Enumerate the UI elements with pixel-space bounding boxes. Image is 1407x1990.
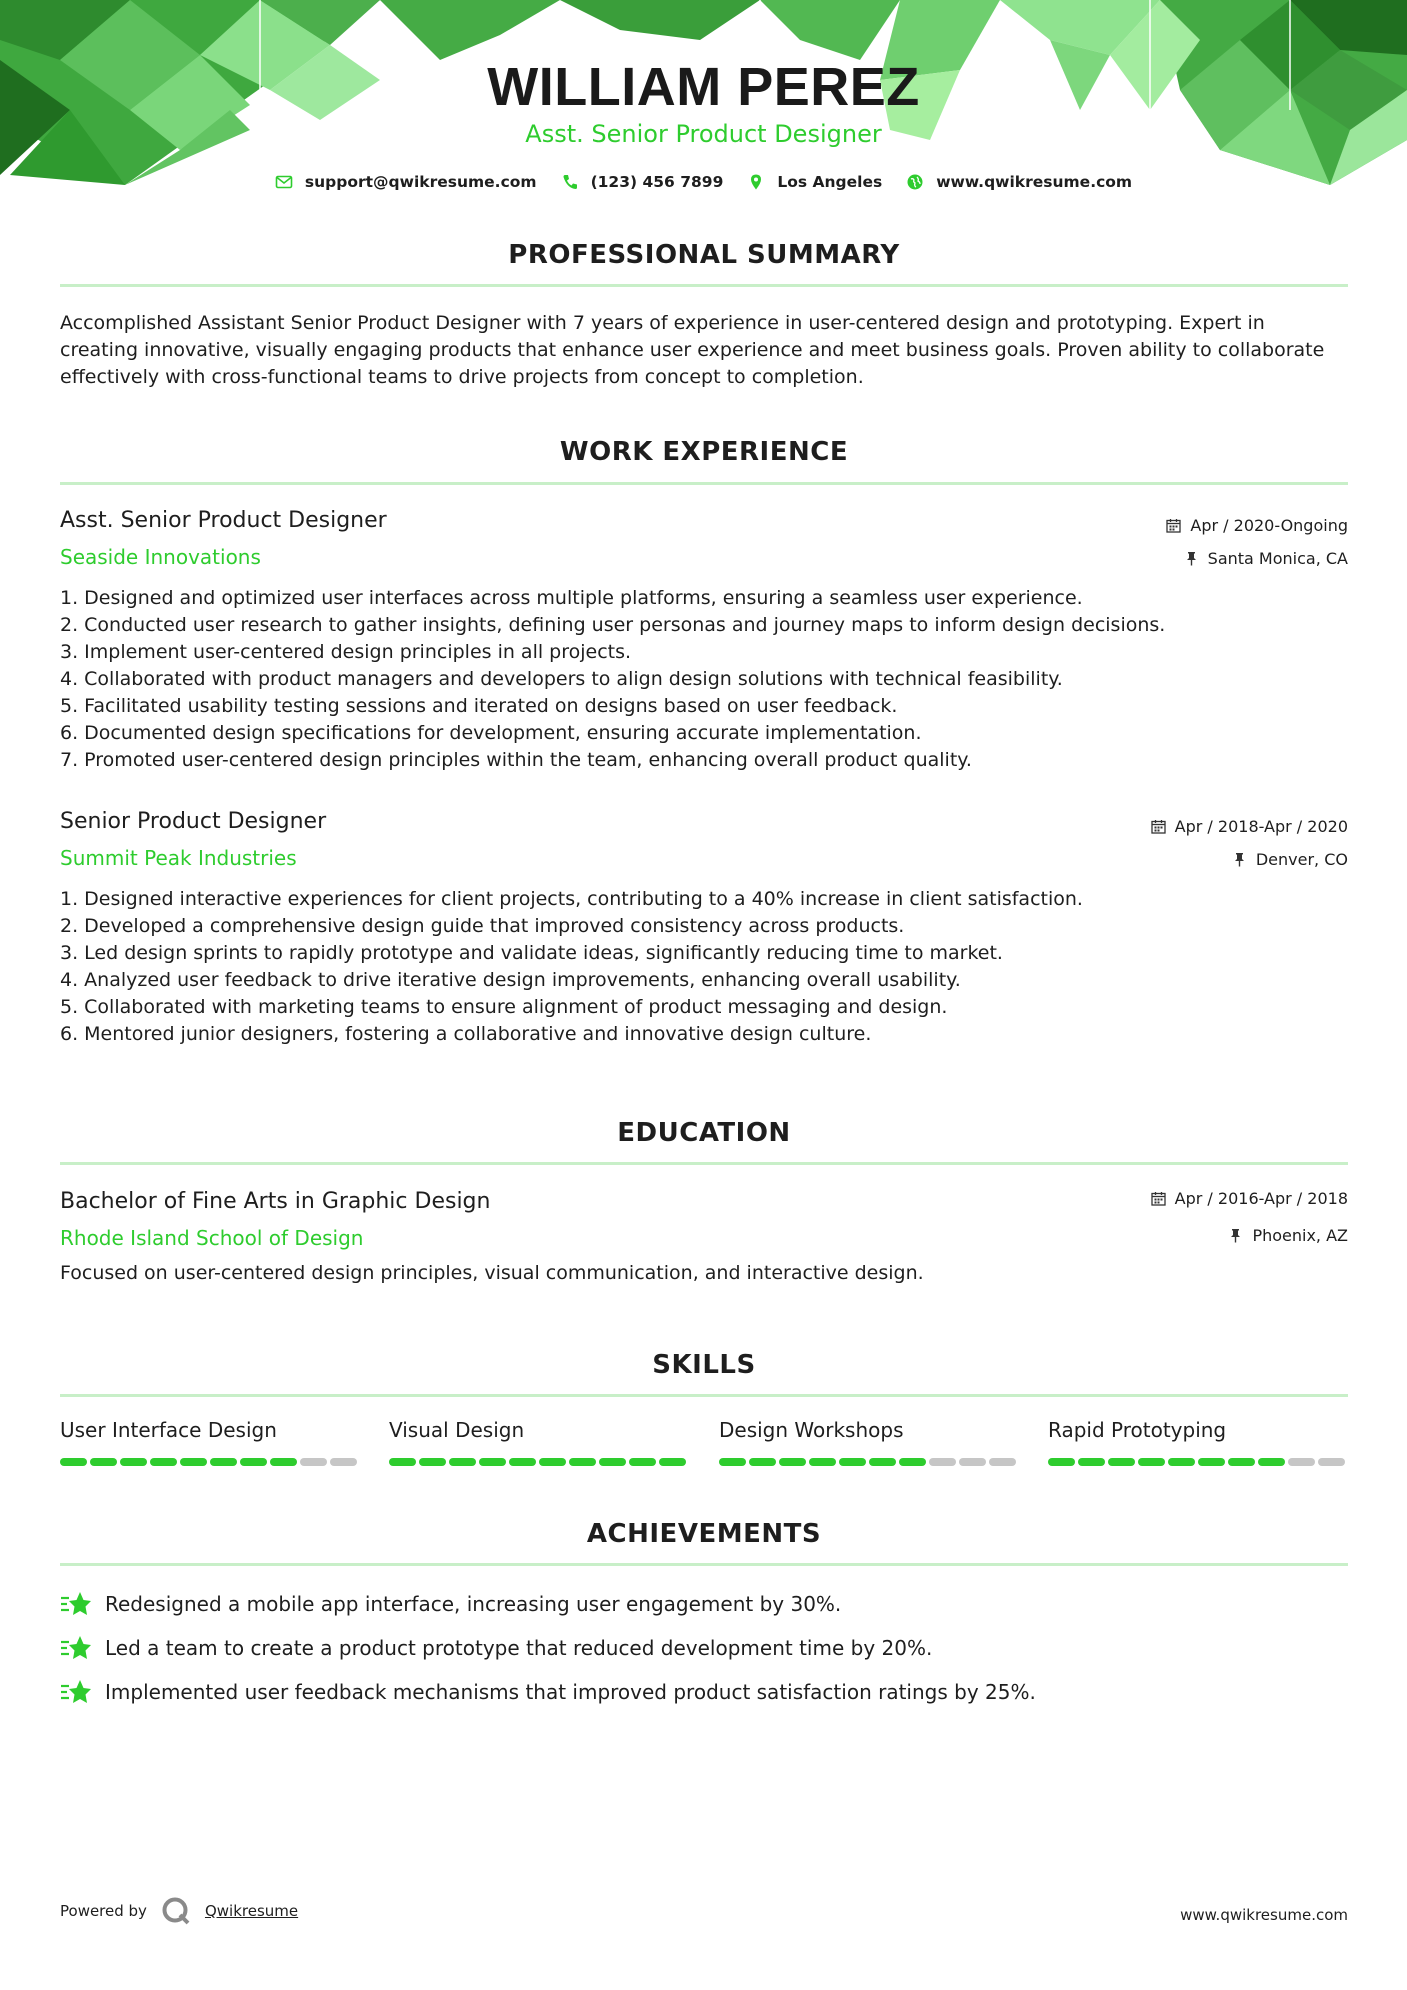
skill-level-segment	[599, 1458, 626, 1466]
education-location	[1228, 1226, 1348, 1245]
skill-level-bar	[1048, 1458, 1348, 1466]
list-item: 2. Developed a comprehensive design guide that improved consistency across products.	[60, 915, 905, 937]
skill-item	[1048, 1418, 1348, 1466]
globe-icon	[906, 173, 924, 191]
skill-level-bar	[719, 1458, 1019, 1466]
candidate-title: Asst. Senior Product Designer	[525, 120, 882, 148]
footer-website[interactable]: www.qwikresume.com	[1180, 1906, 1348, 1924]
contact-location	[747, 173, 882, 191]
skill-item	[389, 1418, 689, 1466]
list-item: 4. Analyzed user feedback to drive iterative design improvements, enhancing overall usability.	[60, 969, 961, 991]
achievement-text: Redesigned a mobile app interface, increasing user engagement by 30%.	[105, 1592, 842, 1616]
list-item: 2. Conducted user research to gather insights, defining user personas and journey maps to inform design decisions.	[60, 614, 1166, 636]
contact-website[interactable]	[906, 173, 1132, 191]
job-dates	[1151, 817, 1348, 836]
skill-level-segment	[1318, 1458, 1345, 1466]
list-item: 6. Mentored junior designers, fostering a collaborative and innovative design culture.	[60, 1023, 872, 1045]
skill-level-segment	[120, 1458, 147, 1466]
list-item: 7. Promoted user-centered design principles within the team, enhancing overall product quality.	[60, 749, 972, 771]
achievements-heading: ACHIEVEMENTS	[586, 1519, 822, 1549]
skill-level-segment	[60, 1458, 87, 1466]
list-item: 6. Documented design specifications for development, ensuring accurate implementation.	[60, 722, 922, 744]
list-item: 1. Designed and optimized user interfaces across multiple platforms, ensuring a seamless user experience.	[60, 587, 1083, 609]
list-item: 3. Implement user-centered design principles in all projects.	[60, 641, 632, 663]
education-dates	[1151, 1189, 1348, 1208]
skill-level-segment	[210, 1458, 237, 1466]
skill-level-segment	[240, 1458, 267, 1466]
list-item: 5. Collaborated with marketing teams to ensure alignment of product messaging and design.	[60, 996, 948, 1018]
skill-item	[60, 1418, 360, 1466]
job-location-text: Santa Monica, CA	[1207, 549, 1348, 568]
skill-level-segment	[629, 1458, 656, 1466]
contact-email-text: support@qwikresume.com	[304, 173, 537, 191]
education-dates-text: Apr / 2016-Apr / 2018	[1174, 1189, 1348, 1208]
job-company: Seaside Innovations	[60, 545, 261, 569]
list-item: 5. Facilitated usability testing sessions and iterated on designs based on user feedback.	[60, 695, 898, 717]
skill-level-segment	[569, 1458, 596, 1466]
experience-divider	[60, 482, 1348, 485]
list-item: 1. Designed interactive experiences for client projects, contributing to a 40% increase in client satisfaction.	[60, 888, 1083, 910]
skill-level-segment	[1048, 1458, 1075, 1466]
skill-level-segment	[899, 1458, 926, 1466]
skill-level-segment	[959, 1458, 986, 1466]
job-dates	[1166, 516, 1348, 535]
summary-heading: PROFESSIONAL SUMMARY	[508, 240, 900, 270]
achievement-item	[60, 1678, 1036, 1706]
job-title: Senior Product Designer	[60, 809, 327, 834]
skill-level-segment	[1138, 1458, 1165, 1466]
achievement-item	[60, 1590, 841, 1618]
list-item: 4. Collaborated with product managers and developers to align design solutions with technical feasibility.	[60, 668, 1063, 690]
job-company: Summit Peak Industries	[60, 846, 297, 870]
skill-level-segment	[869, 1458, 896, 1466]
powered-by-label: Powered by	[60, 1902, 147, 1920]
job-title: Asst. Senior Product Designer	[60, 508, 387, 533]
skill-name: Design Workshops	[719, 1418, 904, 1442]
summary-divider	[60, 284, 1348, 287]
job-location-text: Denver, CO	[1255, 850, 1348, 869]
skill-level-segment	[839, 1458, 866, 1466]
skill-level-segment	[719, 1458, 746, 1466]
skill-level-segment	[180, 1458, 207, 1466]
skill-level-segment	[1288, 1458, 1315, 1466]
pushpin-icon	[1232, 852, 1247, 867]
skill-level-segment	[419, 1458, 446, 1466]
skill-name: User Interface Design	[60, 1418, 277, 1442]
skill-level-segment	[989, 1458, 1016, 1466]
job-location	[1184, 549, 1348, 568]
skill-level-segment	[389, 1458, 416, 1466]
skill-level-segment	[659, 1458, 686, 1466]
footer-powered-by	[60, 1896, 298, 1926]
skill-level-segment	[1078, 1458, 1105, 1466]
pushpin-icon	[1184, 551, 1199, 566]
achievement-item	[60, 1634, 932, 1662]
phone-icon	[561, 173, 579, 191]
star-icon	[60, 1590, 92, 1618]
contact-location-text: Los Angeles	[777, 173, 883, 191]
list-item: 3. Led design sprints to rapidly prototype and validate ideas, significantly reducing time to market.	[60, 942, 1003, 964]
skill-level-segment	[1198, 1458, 1225, 1466]
skill-name: Rapid Prototyping	[1048, 1418, 1227, 1442]
job-responsibilities	[60, 886, 1348, 1048]
skill-level-segment	[270, 1458, 297, 1466]
calendar-icon	[1166, 518, 1181, 533]
skill-level-segment	[539, 1458, 566, 1466]
skill-level-segment	[1108, 1458, 1135, 1466]
achievement-text: Led a team to create a product prototype that reduced development time by 20%.	[105, 1636, 933, 1660]
education-location-text: Phoenix, AZ	[1252, 1226, 1348, 1245]
skill-level-segment	[929, 1458, 956, 1466]
job-location	[1232, 850, 1348, 869]
skill-level-segment	[749, 1458, 776, 1466]
pushpin-icon	[1228, 1228, 1243, 1243]
qwikresume-logo-icon	[161, 1896, 191, 1926]
envelope-icon	[275, 173, 293, 191]
contact-website-text: www.qwikresume.com	[936, 173, 1133, 191]
candidate-name: WILLIAM PEREZ	[487, 57, 920, 117]
job-responsibilities	[60, 585, 1348, 774]
skill-level-segment	[1168, 1458, 1195, 1466]
summary-text: Accomplished Assistant Senior Product Designer with 7 years of experience in user-centered design and prototyping. Expert in creating innovative, visually engaging products that enhance user experience and meet business goals. Proven ability to collaborate effectively with cross-functional teams to drive projects from concept to completion.	[60, 312, 1325, 388]
skill-item	[719, 1418, 1019, 1466]
contact-phone[interactable]	[561, 173, 724, 191]
school-name: Rhode Island School of Design	[60, 1226, 364, 1250]
map-pin-icon	[747, 173, 765, 191]
job-dates-text: Apr / 2020-Ongoing	[1190, 516, 1348, 535]
achievements-divider	[60, 1563, 1348, 1566]
skill-level-segment	[150, 1458, 177, 1466]
skill-level-segment	[509, 1458, 536, 1466]
contact-phone-text: (123) 456 7899	[590, 173, 724, 191]
skill-level-segment	[809, 1458, 836, 1466]
calendar-icon	[1151, 819, 1166, 834]
skill-level-bar	[389, 1458, 689, 1466]
skill-level-segment	[779, 1458, 806, 1466]
qwikresume-link[interactable]: Qwikresume	[204, 1902, 299, 1920]
skill-level-segment	[90, 1458, 117, 1466]
skill-level-bar	[60, 1458, 360, 1466]
skill-level-segment	[479, 1458, 506, 1466]
education-divider	[60, 1162, 1348, 1165]
skill-level-segment	[330, 1458, 357, 1466]
star-icon	[60, 1678, 92, 1706]
contact-email[interactable]	[275, 173, 537, 191]
star-icon	[60, 1634, 92, 1662]
experience-heading: WORK EXPERIENCE	[559, 437, 849, 467]
skill-level-segment	[1228, 1458, 1255, 1466]
skills-divider	[60, 1394, 1348, 1397]
education-heading: EDUCATION	[617, 1118, 791, 1148]
skills-heading: SKILLS	[652, 1350, 756, 1380]
job-dates-text: Apr / 2018-Apr / 2020	[1174, 817, 1348, 836]
skill-level-segment	[300, 1458, 327, 1466]
degree-title: Bachelor of Fine Arts in Graphic Design	[60, 1189, 491, 1214]
skill-name: Visual Design	[389, 1418, 525, 1442]
contact-bar	[0, 173, 1407, 191]
skill-level-segment	[449, 1458, 476, 1466]
education-description: Focused on user-centered design principles, visual communication, and interactive design.	[60, 1262, 924, 1284]
calendar-icon	[1151, 1191, 1166, 1206]
achievement-text: Implemented user feedback mechanisms that improved product satisfaction ratings by 25%.	[105, 1680, 1036, 1704]
skill-level-segment	[1258, 1458, 1285, 1466]
